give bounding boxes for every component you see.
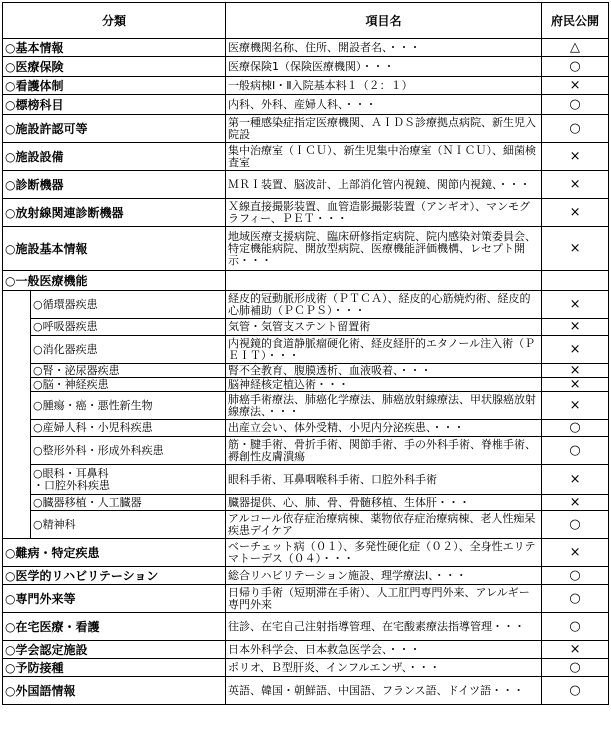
info-table bbox=[2, 2, 609, 705]
category-cell: ○産婦人科・小児科疾患 bbox=[31, 420, 226, 437]
category-cell: ○基本情報 bbox=[3, 39, 226, 57]
item-cell: 地域医療支援病院、臨床研修指定病院、院内感染対策委員会、特定機能病院、開放型病院、医療機能評価機構、レセプト開示・・・ bbox=[226, 227, 542, 271]
table-row bbox=[3, 227, 609, 271]
table-row bbox=[3, 677, 609, 705]
sub-table-row bbox=[3, 495, 609, 511]
table-row bbox=[3, 39, 609, 57]
sub-table-row bbox=[3, 392, 609, 420]
indent-cell bbox=[3, 291, 31, 539]
sub-table-row bbox=[3, 364, 609, 378]
category-cell: ○一般医療機能 bbox=[3, 271, 226, 291]
public-mark bbox=[542, 271, 609, 291]
item-cell: アルコール依存症治療病棟、薬物依存症治療病棟、老人性痴呆疾患デイケア bbox=[226, 511, 542, 539]
table-row bbox=[3, 539, 609, 567]
category-cell: ○精神科 bbox=[31, 511, 226, 539]
table-row bbox=[3, 95, 609, 115]
category-cell: ○難病・特定疾患 bbox=[3, 539, 226, 567]
category-cell: ○標榜科目 bbox=[3, 95, 226, 115]
category-cell: ○消化器疾患 bbox=[31, 336, 226, 364]
item-cell: 集中治療室（ＩＣＵ）、新生児集中治療室（ＮＩＣＵ）、細菌検査室 bbox=[226, 143, 542, 171]
header-public: 府民公開 bbox=[542, 3, 609, 39]
table-row bbox=[3, 57, 609, 77]
table-row bbox=[3, 613, 609, 641]
public-mark: ○ bbox=[542, 95, 609, 115]
header-category: 分類 bbox=[3, 3, 226, 39]
public-mark: × bbox=[542, 199, 609, 227]
table-row bbox=[3, 143, 609, 171]
category-cell: ○予防接種 bbox=[3, 659, 226, 677]
item-cell: ポリオ、Ｂ型肝炎、インフルエンザ、・・・ bbox=[226, 659, 542, 677]
item-cell: 肺癌手術療法、肺癌化学療法、肺癌放射線療法、甲状腺癌放射線療法、・・・ bbox=[226, 392, 542, 420]
category-cell: ○診断機器 bbox=[3, 171, 226, 199]
category-cell: ○脳・神経疾患 bbox=[31, 378, 226, 392]
public-mark: ○ bbox=[542, 115, 609, 143]
category-cell: ○腎・泌尿器疾患 bbox=[31, 364, 226, 378]
item-cell: 日帰り手術（短期滞在手術）、人工肛門専門外来、アレルギー専門外来 bbox=[226, 585, 542, 613]
table-row bbox=[3, 641, 609, 659]
table-row bbox=[3, 271, 609, 291]
public-mark: × bbox=[542, 465, 609, 495]
public-mark: × bbox=[542, 364, 609, 378]
item-cell: 往診、在宅自己注射指導管理、在宅酸素療法指導管理・・・ bbox=[226, 613, 542, 641]
item-cell: 医療機関名称、住所、開設者名、・・・ bbox=[226, 39, 542, 57]
public-mark: ○ bbox=[542, 585, 609, 613]
item-cell: 眼科手術、耳鼻咽喉科手術、口腔外科手術 bbox=[226, 465, 542, 495]
item-cell: 第一種感染症指定医療機関、ＡＩＤＳ診療拠点病院、新生児入院設 bbox=[226, 115, 542, 143]
public-mark: × bbox=[542, 291, 609, 319]
category-cell: ○臓器移植・人工臓器 bbox=[31, 495, 226, 511]
sub-table-row bbox=[3, 465, 609, 495]
item-cell: 脳神経核定植込術・・・ bbox=[226, 378, 542, 392]
category-cell: ○施設設備 bbox=[3, 143, 226, 171]
item-cell: 筋・腱手術、骨折手術、関節手術、手の外科手術、脊椎手術、褥創性皮膚潰瘍 bbox=[226, 437, 542, 465]
item-cell: Ｘ線直接撮影装置、血管造影撮影装置（アンギオ）、マンモグラフィー、ＰＥＴ・・・ bbox=[226, 199, 542, 227]
public-mark: ○ bbox=[542, 420, 609, 437]
public-mark: ○ bbox=[542, 57, 609, 77]
item-cell: 内視鏡的食道静脈瘤硬化術、経皮経肝的エタノール注入術（ＰＥＩＴ）・・・ bbox=[226, 336, 542, 364]
item-cell: 臓器提供、心、肺、骨、骨髄移植、生体肝・・・ bbox=[226, 495, 542, 511]
public-mark: × bbox=[542, 227, 609, 271]
category-cell: ○在宅医療・看護 bbox=[3, 613, 226, 641]
item-cell: 日本外科学会、日本救急医学会、・・・ bbox=[226, 641, 542, 659]
table-header-row bbox=[3, 3, 609, 39]
table-body bbox=[3, 39, 609, 705]
item-cell: ＭＲＩ装置、脳波計、上部消化管内視鏡、関節内視鏡、・・・ bbox=[226, 171, 542, 199]
category-cell: ○専門外来等 bbox=[3, 585, 226, 613]
sub-table-row bbox=[3, 437, 609, 465]
table-row bbox=[3, 199, 609, 227]
item-cell: 経皮的冠動脈形成術（ＰＴＣＡ）、経皮的心筋焼灼術、経皮的心肺補助（ＰＣＰＳ）・・・ bbox=[226, 291, 542, 319]
category-cell: ○腫瘍・癌・悪性新生物 bbox=[31, 392, 226, 420]
sub-table-row bbox=[3, 378, 609, 392]
category-cell: ○学会認定施設 bbox=[3, 641, 226, 659]
category-cell: ○外国語情報 bbox=[3, 677, 226, 705]
public-mark: ○ bbox=[542, 437, 609, 465]
table-row bbox=[3, 567, 609, 585]
public-mark: × bbox=[542, 336, 609, 364]
item-cell: 英語、韓国・朝鮮語、中国語、フランス語、ドイツ語・・・ bbox=[226, 677, 542, 705]
sub-table-row bbox=[3, 291, 609, 319]
category-cell: ○看護体制 bbox=[3, 77, 226, 95]
category-cell: ○放射線関連診断機器 bbox=[3, 199, 226, 227]
category-cell: ○施設許認可等 bbox=[3, 115, 226, 143]
sub-table-row bbox=[3, 319, 609, 336]
item-cell: ベーチェット病（０１）、多発性硬化症（０２）、全身性エリテマトーデス（０４）・・・ bbox=[226, 539, 542, 567]
category-cell: ○眼科・耳鼻科 ・口腔外科疾患 bbox=[31, 465, 226, 495]
category-cell: ○循環器疾患 bbox=[31, 291, 226, 319]
table-row bbox=[3, 659, 609, 677]
public-mark: × bbox=[542, 641, 609, 659]
public-mark: △ bbox=[542, 39, 609, 57]
category-cell: ○医療保険 bbox=[3, 57, 226, 77]
category-cell: ○整形外科・形成外科疾患 bbox=[31, 437, 226, 465]
public-mark: × bbox=[542, 77, 609, 95]
public-mark: × bbox=[542, 171, 609, 199]
item-cell: 一般病棟Ⅰ・Ⅱ入院基本料１（２：１） bbox=[226, 77, 542, 95]
public-mark: ○ bbox=[542, 567, 609, 585]
public-mark: × bbox=[542, 319, 609, 336]
public-mark: × bbox=[542, 392, 609, 420]
public-mark: × bbox=[542, 539, 609, 567]
item-cell: 腎不全教育、腹膜透析、血液吸着、・・・ bbox=[226, 364, 542, 378]
item-cell: 気管・気管支ステント留置術 bbox=[226, 319, 542, 336]
sub-table-row bbox=[3, 511, 609, 539]
item-cell: 内科、外科、産婦人科、・・・ bbox=[226, 95, 542, 115]
table-row bbox=[3, 171, 609, 199]
category-cell: ○医学的リハビリテーション bbox=[3, 567, 226, 585]
public-mark: ○ bbox=[542, 511, 609, 539]
header-item: 項目名 bbox=[226, 3, 542, 39]
sub-table-row bbox=[3, 336, 609, 364]
item-cell: 総合リハビリテーション施設、理学療法Ⅰ、・・・ bbox=[226, 567, 542, 585]
sub-table-row bbox=[3, 420, 609, 437]
public-mark: ○ bbox=[542, 659, 609, 677]
item-cell: 出産立会い、体外受精、小児内分泌疾患、・・・ bbox=[226, 420, 542, 437]
public-mark: × bbox=[542, 495, 609, 511]
table-row bbox=[3, 585, 609, 613]
table-row bbox=[3, 77, 609, 95]
category-cell: ○呼吸器疾患 bbox=[31, 319, 226, 336]
public-mark: ○ bbox=[542, 613, 609, 641]
table-row bbox=[3, 115, 609, 143]
item-cell bbox=[226, 271, 542, 291]
public-mark: ○ bbox=[542, 677, 609, 705]
category-cell: ○施設基本情報 bbox=[3, 227, 226, 271]
public-mark: × bbox=[542, 143, 609, 171]
public-mark: × bbox=[542, 378, 609, 392]
item-cell: 医療保険1（保険医療機関）・・・ bbox=[226, 57, 542, 77]
